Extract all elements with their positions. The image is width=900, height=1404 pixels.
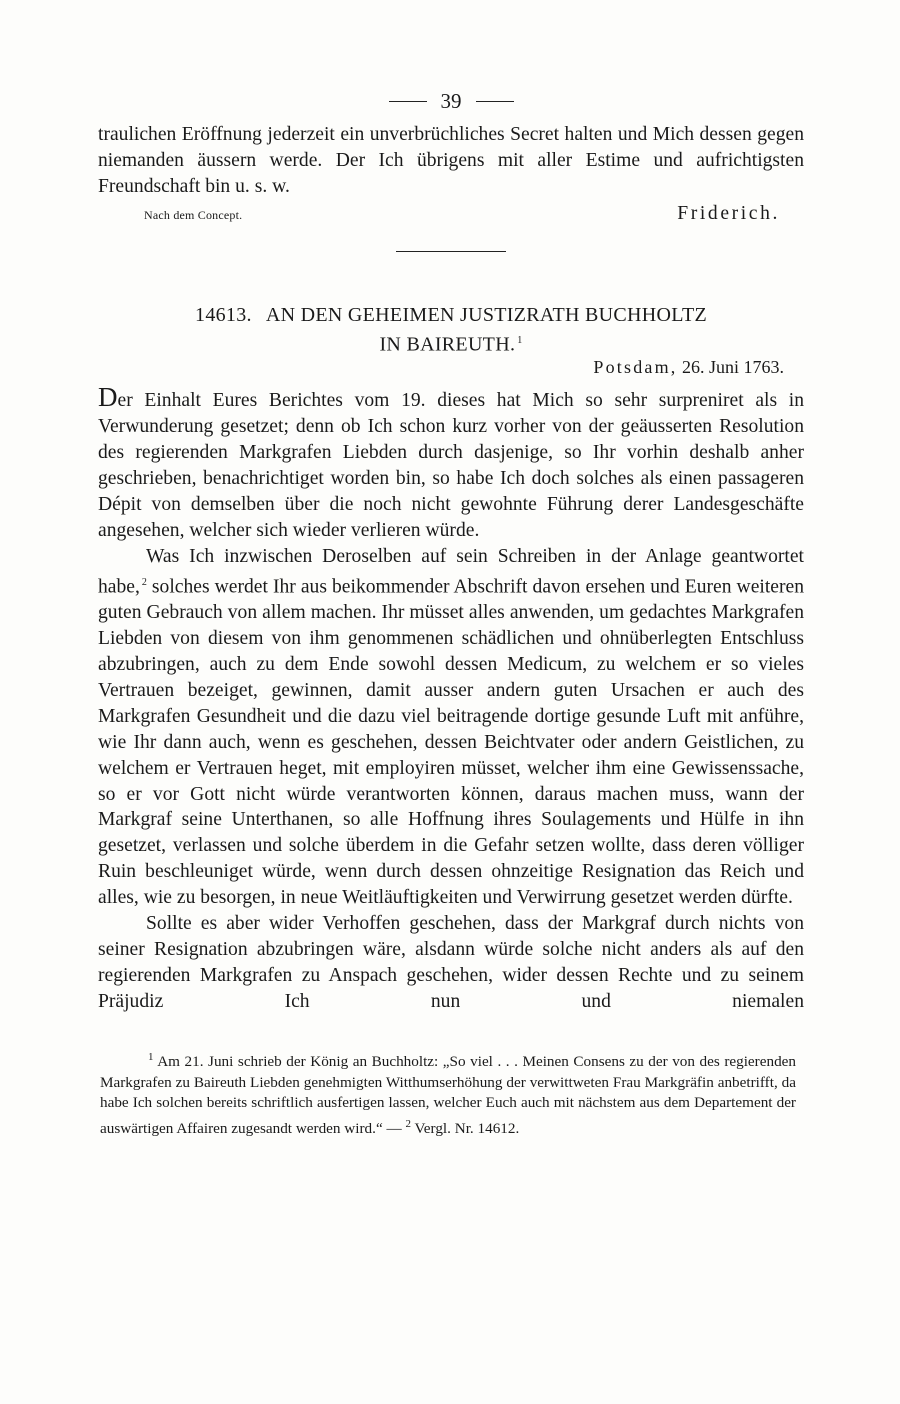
- top-paragraph: traulichen Eröffnung jederzeit ein unverbrüchliches Secret halten und Mich dessen gegen niemanden äussern werde. Der Ich übrigens mit aller Estime und aufrichtigsten Freundschaft bin u. s. w.: [98, 124, 804, 197]
- page-header: [98, 86, 804, 116]
- letter-paragraph-2: [98, 544, 804, 911]
- footnote-2-text: Vergl. Nr. 14612.: [410, 1120, 520, 1138]
- section-separator: [396, 251, 506, 252]
- letter-place: Potsdam,: [593, 357, 678, 378]
- letter-paragraph-3: Sollte es aber wider Verhoffen geschehen, dass der Markgraf durch nichts von seiner Resignation abzubringen wäre, alsdann würde solche nicht anders als auf den regierenden Markgrafen zu Anspach geschehen, wider dessen Rechte und zu seinem Präjudiz Ich nun und niemalen: [98, 913, 804, 1012]
- footnote-1-mark: 1: [148, 1050, 154, 1063]
- letter-date: 26. Juni 1763.: [681, 357, 784, 378]
- paragraph-1-text: er Einhalt Eures Berichtes vom 19. dieses hat Mich so sehr surpreniret als in Verwunderung gesetzet; denn ob Ich schon kurz vorher von der geäusserten Resolution des regierenden Markgrafen Liebden durch dasjenige, so Ihr vorhin deshalb anher geschrieben, benachrichtiget worden bin, so habe Ich doch solches als einen passageren Dépit von demselben über die noch nicht gewohnte Führung derer Landesgeschäfte angesehen, welcher sich wieder verlieren würde.: [98, 390, 804, 541]
- footnote-2-mark: 2: [405, 1118, 411, 1131]
- header-dash-left: [389, 101, 427, 102]
- paragraph-2-text-a: Was Ich inzwischen Deroselben auf sein Schreiben in der Anlage geantwortet habe,: [98, 545, 804, 598]
- letter-title-1: AN DEN GEHEIMEN JUSTIZRATH BUCHHOLTZ: [265, 303, 707, 326]
- footnote-block: [100, 1047, 796, 1140]
- letter-number: 14613.: [195, 303, 252, 326]
- footnote-mark-1: 1: [517, 334, 523, 346]
- letter-heading: [98, 302, 804, 358]
- signature: Friderich.: [677, 202, 780, 224]
- source-note: Nach dem Concept.: [144, 207, 243, 222]
- letter-title-line-1: [98, 302, 804, 328]
- letter-title-line-2: [98, 328, 804, 358]
- footnote-1-text: Am 21. Juni schrieb der König an Buchholtz: „So viel . . . Meinen Consens zu der von des regierenden Markgrafen zu Baireuth Liebden genehmigten Witthumserhöhung der verwittweten Frau Markgräfin anbetrifft, da habe Ich solchen bereits schriftlich ausfertigen lassen, welcher Euch auch mit nächstem aus dem Departement der auswärtigen Affairen zugesandt werden wird.“ —: [100, 1052, 796, 1138]
- page-number: 39: [440, 88, 462, 113]
- header-dash-right: [476, 101, 514, 102]
- dateline: [98, 357, 784, 381]
- letter-title-2: IN BAIREUTH.: [379, 333, 516, 356]
- footnote-mark-2: 2: [141, 576, 147, 588]
- signature-line: [98, 203, 804, 225]
- letter-paragraph-1: [98, 382, 804, 543]
- opening-initial: D: [98, 382, 118, 413]
- page: [98, 86, 804, 1140]
- footnotes: [98, 1047, 804, 1140]
- paragraph-2-text-b: solches werdet Ihr aus beikommender Abschrift davon ersehen und Euren weiteren guten Gebrauch von allem machen. Ihr müsset alles anwenden, um gedachtes Markgrafen Liebden von diesem von ihm genommenen schädlichen und ohnüberlegten Entschluss abzubringen, auch zu dem Ende sowohl dessen Medicum, zu welchem er so vieles Vertrauen bezeiget, gewinnen, damit ausser andern guten Ursachen er auch des Markgrafen Gesundheit und die dazu viel beitragende dortige gesunde Luft mit anführe, wie Ihr dann auch, wenn es geschehen, dessen Beichtvater oder andern Geistlichen, zu welchem er Vertrauen heget, mit employiren müsset, welcher ihm eine Gewissenssache, so er vor Gott nicht würde verantworten können, daraus machen muss, wann der Markgraf seine Unterthanen, so alle Hoffnung ihres Soulagements und Hülfe in ihn gesetzet, verlassen und solche überdem in die Gefahr setzen wollte, dass deren völliger Ruin beschleuniget würde, wenn durch dessen ohnzeitige Resignation das Reich und alles, wie zu besorgen, in neue Weitläuftigkeiten und Verwirrung gesetzet werden dürfte.: [98, 576, 804, 909]
